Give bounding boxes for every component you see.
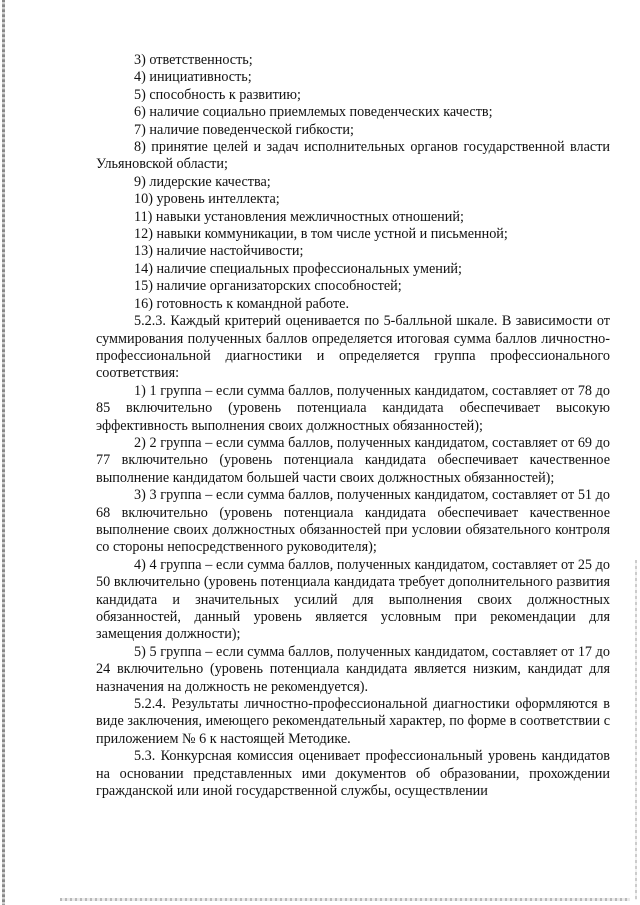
list-item-4: 4) инициативность; [134,69,252,86]
list-item-10: 10) уровень интеллекта; [134,191,280,208]
paragraph-5-3: 5.3. Конкурсная комиссия оценивает профессиональный уровень кандидатов на основании представленных ими документов об образовании, прохождении гражданской или иной государственной службы, осуществлении [96,748,610,800]
scan-edge-right [635,560,637,900]
list-item-9: 9) лидерские качества; [134,173,271,190]
scan-edge-bottom [60,898,630,901]
list-item-6: 6) наличие социально приемлемых поведенческих качеств; [134,104,493,121]
paragraph-5-2-4: 5.2.4. Результаты личностно-профессиональной диагностики оформляются в виде заключения, имеющего рекомендательный характер, по форме в соответствии с приложением № 6 к настоящей Методике. [96,696,610,747]
list-item-16: 16) готовность к командной работе. [134,295,350,312]
list-item-7: 7) наличие поведенческой гибкости; [134,121,354,138]
list-item-15: 15) наличие организаторских способностей; [134,278,402,295]
list-item-11: 11) навыки установления межличностных отношений; [134,208,464,225]
group-5: 5) 5 группа – если сумма баллов, полученных кандидатом, составляет от 17 до 24 включительно (уровень потенциала кандидата является низким, кандидат для назначения на должность не рекомендуется). [96,643,610,695]
scan-edge-left [2,0,5,905]
list-item-5: 5) способность к развитию; [134,86,301,103]
document-body [96,52,610,800]
group-4: 4) 4 группа – если сумма баллов, полученных кандидатом, составляет от 25 до 50 включительно (уровень потенциала кандидата требует дополнительного развития кандидата и значительных усилий для выполнения своих должностных обязанностей, данный уровень является условным при рекомендации для замещения должности); [96,556,610,643]
group-2: 2) 2 группа – если сумма баллов, полученных кандидатом, составляет от 69 до 77 включительно (уровень потенциала кандидата обеспечивает качественное выполнение кандидатом большей части своих должностных обязанностей); [96,434,610,486]
group-1: 1) 1 группа – если сумма баллов, полученных кандидатом, составляет от 78 до 85 включительно (уровень потенциала кандидата обеспечивает высокую эффективность выполнения своих должностных обязанностей); [96,382,610,434]
paragraph-5-2-3: 5.2.3. Каждый критерий оценивается по 5-балльной шкале. В зависимости от суммирования полученных баллов определяется итоговая сумма баллов личностно-профессиональной диагностики и определяется группа профессионального соответствия: [96,313,610,382]
list-item-12: 12) навыки коммуникации, в том числе устной и письменной; [134,226,508,243]
group-3: 3) 3 группа – если сумма баллов, полученных кандидатом, составляет от 51 до 68 включительно (уровень потенциала кандидата обеспечивает качественное выполнение своих должностных обязанностей при условии обязательного контроля со стороны непосредственного руководителя); [96,487,610,556]
list-item-14: 14) наличие специальных профессиональных умений; [134,260,462,277]
list-item-3: 3) ответственность; [134,52,253,68]
list-item-13: 13) наличие настойчивости; [134,243,304,260]
list-item-8: 8) принятие целей и задач исполнительных органов государственной власти Ульяновской области; [96,139,610,173]
